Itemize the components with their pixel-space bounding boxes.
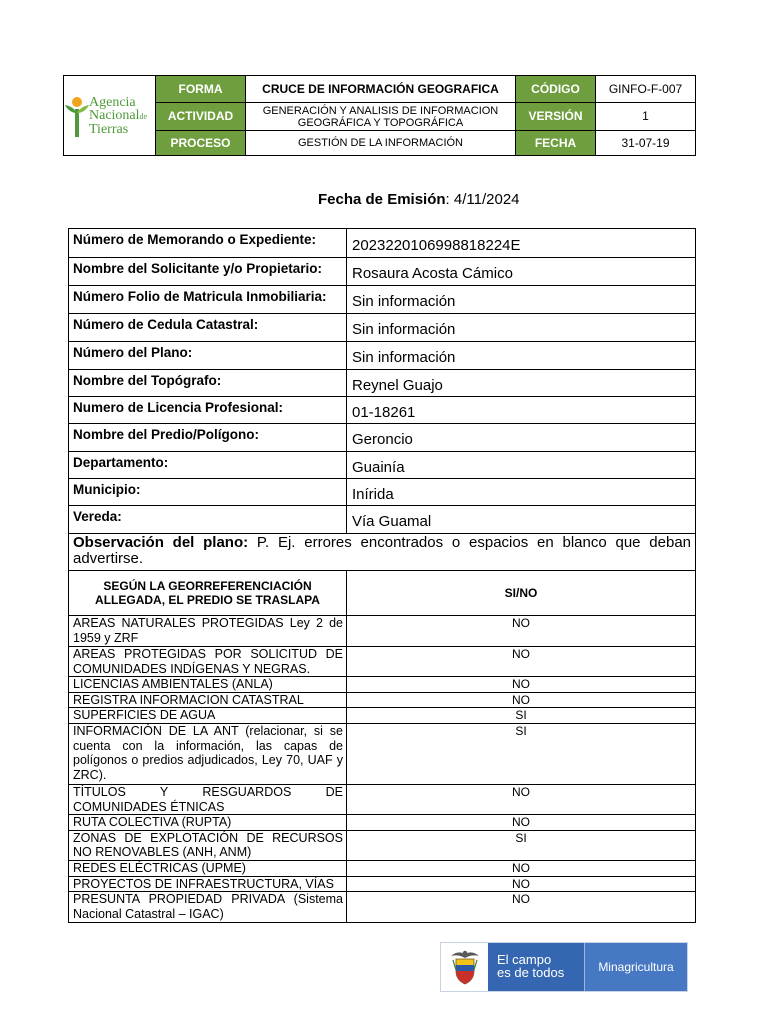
- detail-label: Departamento:: [69, 452, 347, 479]
- detail-label: Nombre del Solicitante y/o Propietario:: [69, 258, 347, 286]
- plan-observation-text: P. Ej. errores encontrados o espacios en blanco que deban advertirse.: [73, 534, 692, 567]
- overlap-item: INFORMACIÓN DE LA ANT (relacionar, si se cuenta con la información, las capas de polígonos o predios adjudicados, Ley 70, UAF y ZRC).: [69, 724, 347, 785]
- colombia-coat-of-arms-icon: [441, 943, 488, 991]
- process-label: PROCESO: [156, 131, 246, 156]
- date-label: FECHA: [516, 131, 596, 156]
- overlap-row: [69, 647, 696, 677]
- detail-value: 2023220106998818224E: [347, 229, 696, 258]
- answer-header: SI/NO: [347, 571, 696, 616]
- detail-value: Sin información: [347, 286, 696, 314]
- detail-value: Guainía: [347, 452, 696, 479]
- overlap-row: [69, 785, 696, 815]
- overlap-row: [69, 876, 696, 892]
- detail-value: Rosaura Acosta Cámico: [347, 258, 696, 286]
- version-label: VERSIÓN: [516, 103, 596, 131]
- logo-word-agencia: Agencia: [89, 95, 136, 110]
- process-value: GESTIÓN DE LA INFORMACIÓN: [246, 131, 516, 156]
- emission-date: [318, 191, 520, 208]
- agency-logo-wordmark: [89, 96, 147, 136]
- overlap-item: PROYECTOS DE INFRAESTRUCTURA, VÍAS: [69, 876, 347, 892]
- detail-label: Nombre del Topógrafo:: [69, 370, 347, 397]
- ministry-name: Minagricultura: [585, 943, 687, 991]
- detail-row: [69, 286, 696, 314]
- detail-label: Número Folio de Matricula Inmobiliaria:: [69, 286, 347, 314]
- overlap-item: LICENCIAS AMBIENTALES (ANLA): [69, 677, 347, 693]
- code-label: CÓDIGO: [516, 76, 596, 103]
- slogan: [488, 943, 585, 991]
- logo-word-de: de: [139, 112, 148, 121]
- overlap-header-row: [69, 571, 696, 616]
- plan-observation-label: Observación del plano:: [73, 534, 249, 551]
- detail-value: 01-18261: [347, 397, 696, 424]
- overlap-answer: NO: [347, 677, 696, 693]
- overlap-row: [69, 724, 696, 785]
- activity-value: GENERACIÓN Y ANALISIS DE INFORMACION GEOGRÁFICA Y TOPOGRÁFICA: [246, 103, 516, 131]
- form-label: FORMA: [156, 76, 246, 103]
- overlap-item: RUTA COLECTIVA (RUPTA): [69, 815, 347, 831]
- detail-row: [69, 229, 696, 258]
- overlap-row: [69, 830, 696, 860]
- overlap-answer: NO: [347, 692, 696, 708]
- detail-label: Nombre del Predio/Polígono:: [69, 424, 347, 452]
- emission-date-label: Fecha de Emisión: [318, 191, 446, 208]
- overlap-row: [69, 616, 696, 647]
- detail-label: Número de Cedula Catastral:: [69, 314, 347, 342]
- detail-row: [69, 452, 696, 479]
- request-details-table: [68, 228, 696, 923]
- overlap-item: ZONAS DE EXPLOTACIÓN DE RECURSOS NO RENOVABLES (ANH, ANM): [69, 830, 347, 860]
- overlap-answer: NO: [347, 876, 696, 892]
- detail-value: Reynel Guajo: [347, 370, 696, 397]
- overlap-item: AREAS NATURALES PROTEGIDAS Ley 2 de 1959 y ZRF: [69, 616, 347, 647]
- overlap-row: [69, 860, 696, 876]
- version-value: 1: [596, 103, 696, 131]
- overlap-row: [69, 677, 696, 693]
- detail-value: Sin información: [347, 342, 696, 370]
- overlap-row: [69, 708, 696, 724]
- agency-logo: [64, 76, 156, 156]
- detail-row: [69, 479, 696, 506]
- minagricultura-brand: [440, 942, 688, 992]
- logo-word-nacional: Nacional: [89, 108, 140, 123]
- detail-row: [69, 397, 696, 424]
- detail-label: Numero de Licencia Profesional:: [69, 397, 347, 424]
- overlap-item: REDES ELÉCTRICAS (UPME): [69, 860, 347, 876]
- activity-label: ACTIVIDAD: [156, 103, 246, 131]
- overlap-answer: NO: [347, 616, 696, 647]
- overlap-answer: NO: [347, 785, 696, 815]
- detail-row: [69, 258, 696, 286]
- overlap-item: PRESUNTA PROPIEDAD PRIVADA (Sistema Nacional Catastral – IGAC): [69, 892, 347, 923]
- overlap-answer: SI: [347, 724, 696, 785]
- overlap-answer: NO: [347, 892, 696, 923]
- form-header-table: [63, 75, 696, 156]
- overlap-row: [69, 692, 696, 708]
- detail-value: Inírida: [347, 479, 696, 506]
- detail-value: Sin información: [347, 314, 696, 342]
- emission-date-value: : 4/11/2024: [445, 191, 520, 208]
- overlap-answer: NO: [347, 647, 696, 677]
- detail-row: [69, 370, 696, 397]
- overlap-item: SUPERFICIES DE AGUA: [69, 708, 347, 724]
- detail-value: Geroncio: [347, 424, 696, 452]
- detail-row: [69, 424, 696, 452]
- overlap-item: AREAS PROTEGIDAS POR SOLICITUD DE COMUNIDADES INDÍGENAS Y NEGRAS.: [69, 647, 347, 677]
- ant-logo-icon: [65, 96, 89, 138]
- detail-label: Municipio:: [69, 479, 347, 506]
- detail-row: [69, 342, 696, 370]
- overlap-answer: SI: [347, 708, 696, 724]
- overlap-item: TÍTULOS Y RESGUARDOS DE COMUNIDADES ÉTNICAS: [69, 785, 347, 815]
- overlap-answer: NO: [347, 815, 696, 831]
- detail-label: Vereda:: [69, 506, 347, 534]
- overlap-row: [69, 815, 696, 831]
- overlap-row: [69, 892, 696, 923]
- plan-observation: [69, 534, 696, 571]
- detail-value: Vía Guamal: [347, 506, 696, 534]
- detail-label: Número de Memorando o Expediente:: [69, 229, 347, 258]
- code-value: GINFO-F-007: [596, 76, 696, 103]
- logo-word-tierras: Tierras: [89, 122, 129, 137]
- form-title: CRUCE DE INFORMACIÓN GEOGRAFICA: [246, 76, 516, 103]
- detail-row: [69, 314, 696, 342]
- overlap-answer: NO: [347, 860, 696, 876]
- slogan-line-2: es de todos: [497, 965, 565, 980]
- overlap-answer: SI: [347, 830, 696, 860]
- detail-row: [69, 506, 696, 534]
- detail-label: Número del Plano:: [69, 342, 347, 370]
- slogan-line-1: El campo: [497, 952, 552, 967]
- overlap-header: SEGÚN LA GEORREFERENCIACIÓN ALLEGADA, EL PREDIO SE TRASLAPA: [69, 571, 347, 616]
- date-value: 31-07-19: [596, 131, 696, 156]
- observation-row: [69, 534, 696, 571]
- overlap-item: REGISTRA INFORMACION CATASTRAL: [69, 692, 347, 708]
